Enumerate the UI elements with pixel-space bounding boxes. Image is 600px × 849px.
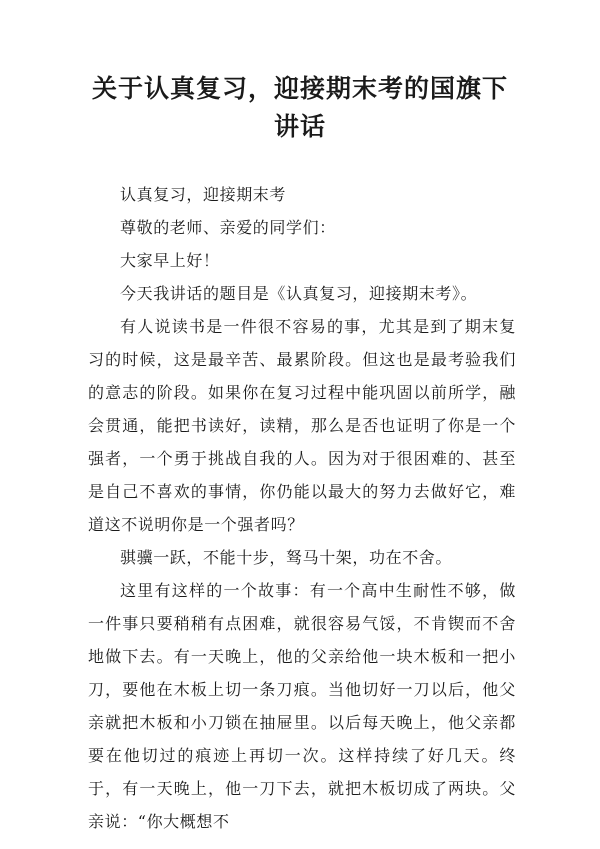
paragraph-greeting: 大家早上好！ bbox=[120, 251, 220, 270]
paragraph-body: 有人说读书是一件很不容易的事，尤其是到了期末复习的时候，这是最辛苦、最累阶段。但这也是最考验我们的意志的阶段。如果你在复习过程中能巩固以前所学，融会贯通，能把书读好，读精，那么是否也证明了你是一个强者，一个勇于挑战自我的人。因为对于很困难的、甚至是自己不喜欢的事情，你仍能以最大的努力去做好它，难道这不说明你是一个强者吗？ bbox=[88, 317, 516, 534]
paragraph-subtitle: 认真复习，迎接期末考 bbox=[120, 185, 287, 204]
paragraph-salutation: 尊敬的老师、亲爱的同学们： bbox=[120, 218, 336, 237]
paragraph-topic: 今天我讲话的题目是《认真复习，迎接期末考》。 bbox=[120, 284, 478, 303]
document-title: 关于认真复习，迎接期末考的国旗下讲话 bbox=[91, 74, 508, 141]
document-body bbox=[88, 178, 516, 838]
paragraph-proverb: 骐骥一跃，不能十步，驽马十架，功在不舍。 bbox=[120, 548, 453, 567]
paragraph-story: 这里有这样的一个故事：有一个高中生耐性不够，做一件事只要稍稍有点困难，就很容易气馁，不肯锲而不舍地做下去。有一天晚上，他的父亲给他一块木板和一把小刀，要他在木板上切一条刀痕。当他切好一刀以后，他父亲就把木板和小刀锁在抽屉里。以后每天晚上，他父亲都要在他切过的痕迹上再切一次。这样持续了好几天。终于，有一天晚上，他一刀下去，就把木板切成了两块。父亲说：“你大概想不 bbox=[88, 581, 516, 831]
